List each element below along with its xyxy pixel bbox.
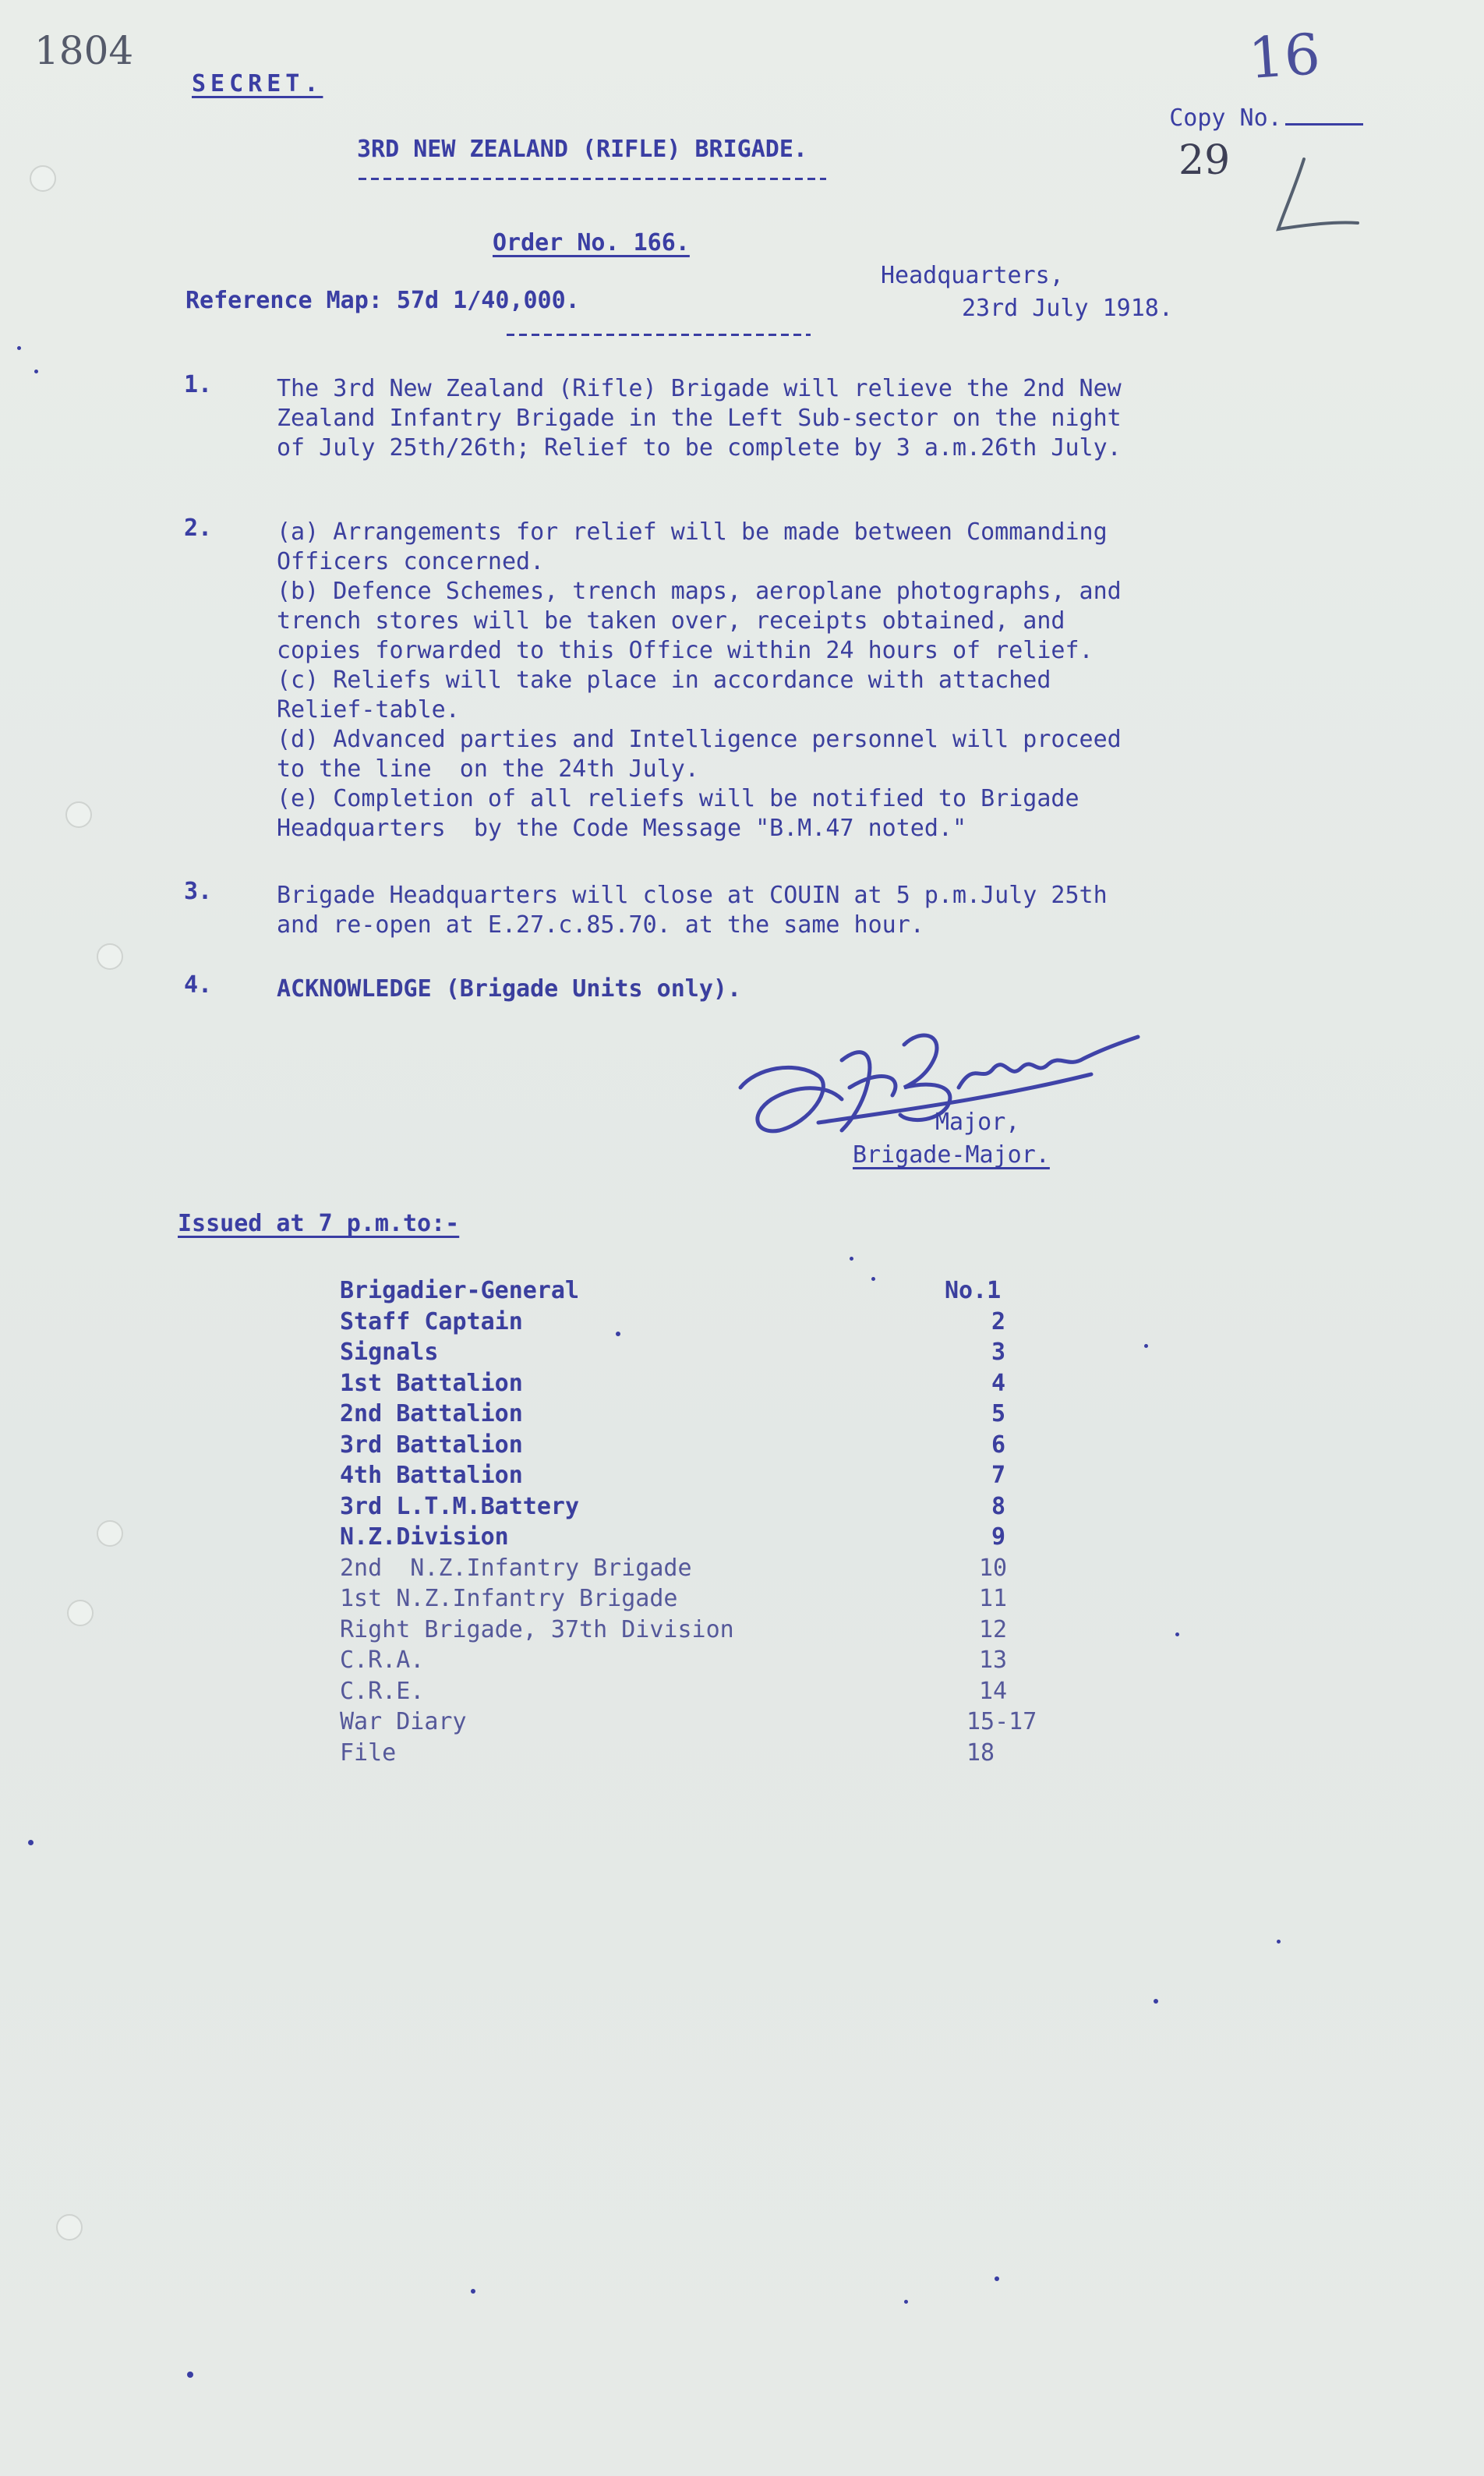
- distribution-copy: 4: [991, 1369, 1006, 1397]
- paragraph-1: [277, 374, 1212, 463]
- list-item: [340, 1307, 1135, 1338]
- distribution-recipient: 1st N.Z.Infantry Brigade: [340, 1585, 678, 1612]
- paragraph-line: (c) Reliefs will take place in accordance with attached: [277, 667, 1051, 694]
- list-item: [340, 1368, 1135, 1399]
- order-date: 23rd July 1918.: [962, 295, 1173, 322]
- punch-hole: [65, 801, 92, 828]
- paragraph-number: 2.: [184, 515, 213, 542]
- list-item: [340, 1460, 1135, 1491]
- brigade-heading: 3RD NEW ZEALAND (RIFLE) BRIGADE.: [357, 136, 807, 163]
- distribution-recipient: 2nd Battalion: [340, 1400, 523, 1427]
- distribution-recipient: 3rd Battalion: [340, 1431, 523, 1459]
- punch-hole: [67, 1600, 94, 1626]
- brigade-heading-rule: [359, 178, 826, 180]
- classification-label: SECRET.: [192, 70, 323, 97]
- distribution-copy: 18: [966, 1739, 995, 1767]
- distribution-copy: 5: [991, 1400, 1006, 1427]
- ink-speck: [471, 2289, 475, 2294]
- distribution-recipient: File: [340, 1739, 397, 1767]
- paragraph-line: (e) Completion of all reliefs will be notified to Brigade: [277, 785, 1079, 812]
- paragraph-line: and re-open at E.27.c.85.70. at the same hour.: [277, 911, 924, 939]
- ink-speck: [28, 1840, 34, 1845]
- distribution-copy: 12: [979, 1615, 1008, 1643]
- distribution-copy: 8: [991, 1492, 1006, 1520]
- ink-speck: [904, 2300, 908, 2304]
- paragraph-number: 3.: [184, 878, 213, 905]
- list-item: [340, 1553, 1135, 1584]
- punch-hole: [97, 943, 123, 970]
- distribution-recipient: Right Brigade, 37th Division: [340, 1615, 734, 1643]
- paragraph-line: (b) Defence Schemes, trench maps, aeroplane photographs, and: [277, 578, 1122, 605]
- paragraph-2: [277, 518, 1212, 844]
- distribution-recipient: C.R.A.: [340, 1647, 425, 1674]
- distribution-recipient: 3rd L.T.M.Battery: [340, 1492, 580, 1520]
- list-item: [340, 1583, 1135, 1615]
- paragraph-line: copies forwarded to this Office within 24 hours of relief.: [277, 637, 1094, 664]
- distribution-recipient: War Diary: [340, 1708, 467, 1735]
- punch-hole: [97, 1520, 123, 1547]
- paragraph-line: ACKNOWLEDGE (Brigade Units only).: [277, 975, 742, 1003]
- paragraph-number: 4.: [184, 971, 213, 999]
- signatory-rank: Major,: [935, 1109, 1020, 1136]
- distribution-recipient: 1st Battalion: [340, 1369, 523, 1397]
- list-item: [340, 1275, 1135, 1307]
- ink-speck: [616, 1332, 620, 1336]
- punch-hole: [56, 2214, 83, 2241]
- list-item: [340, 1491, 1135, 1523]
- paragraph-line: The 3rd New Zealand (Rifle) Brigade will relieve the 2nd New: [277, 375, 1122, 402]
- ink-speck: [1277, 1940, 1281, 1944]
- list-item: [340, 1430, 1135, 1461]
- ink-speck: [187, 2372, 193, 2378]
- distribution-list: [340, 1275, 1135, 1768]
- paragraph-line: Zealand Infantry Brigade in the Left Sub-sector on the night: [277, 405, 1122, 432]
- reference-map: Reference Map: 57d 1/40,000.: [186, 287, 580, 314]
- paragraph-3: [277, 881, 1212, 940]
- distribution-heading: Issued at 7 p.m.to:-: [178, 1210, 460, 1237]
- distribution-copy: 2: [991, 1307, 1006, 1335]
- ink-speck: [1154, 1999, 1158, 2004]
- list-item: [340, 1337, 1135, 1368]
- distribution-copy: No.1: [945, 1277, 1002, 1304]
- list-item: [340, 1707, 1135, 1738]
- paragraph-number: 1.: [184, 371, 213, 398]
- paragraph-4: [277, 974, 1212, 1004]
- paragraph-line: of July 25th/26th; Relief to be complete by 3 a.m.26th July.: [277, 434, 1122, 462]
- paragraph-line: Brigade Headquarters will close at COUIN at 5 p.m.July 25th: [277, 882, 1108, 909]
- list-item: [340, 1399, 1135, 1430]
- distribution-copy: 9: [991, 1523, 1006, 1551]
- paragraph-line: Relief-table.: [277, 696, 460, 723]
- paragraph-line: Headquarters by the Code Message "B.M.47 noted.": [277, 815, 967, 842]
- copy-label: Copy No.: [1169, 104, 1282, 132]
- list-item: [340, 1676, 1135, 1707]
- distribution-copy: 10: [979, 1554, 1008, 1582]
- copy-number-handwritten: 16: [1246, 20, 1323, 92]
- order-title: Order No. 166.: [493, 229, 690, 256]
- list-item: [340, 1738, 1135, 1769]
- page-stamp-number: 1804: [34, 28, 134, 73]
- distribution-recipient: Brigadier-General: [340, 1277, 580, 1304]
- punch-hole: [30, 165, 56, 192]
- distribution-copy: 14: [979, 1677, 1008, 1705]
- ink-speck: [871, 1277, 875, 1281]
- list-item: [340, 1522, 1135, 1553]
- distribution-recipient: N.Z.Division: [340, 1523, 509, 1551]
- pencil-mark-icon: [1261, 153, 1362, 239]
- ink-speck: [17, 346, 21, 350]
- paragraph-line: (d) Advanced parties and Intelligence personnel will proceed: [277, 726, 1122, 753]
- distribution-copy: 7: [991, 1462, 1006, 1489]
- distribution-recipient: C.R.E.: [340, 1677, 425, 1705]
- list-item: [340, 1645, 1135, 1676]
- list-item: [340, 1615, 1135, 1646]
- paragraph-line: (a) Arrangements for relief will be made between Commanding: [277, 518, 1108, 546]
- ink-speck: [850, 1257, 853, 1261]
- copy-number-label: [1113, 72, 1363, 165]
- distribution-copy: 13: [979, 1647, 1008, 1674]
- distribution-copy: 15-17: [966, 1708, 1037, 1735]
- ink-speck: [995, 2276, 999, 2281]
- paragraph-line: Officers concerned.: [277, 548, 545, 575]
- reference-rule: [507, 334, 811, 336]
- distribution-recipient: 2nd N.Z.Infantry Brigade: [340, 1554, 692, 1582]
- distribution-recipient: 4th Battalion: [340, 1462, 523, 1489]
- distribution-recipient: Staff Captain: [340, 1307, 523, 1335]
- distribution-copy: 11: [979, 1585, 1008, 1612]
- distribution-copy: 6: [991, 1431, 1006, 1459]
- ink-speck: [1144, 1344, 1148, 1348]
- ink-speck: [34, 370, 38, 373]
- paragraph-line: trench stores will be taken over, receipts obtained, and: [277, 607, 1065, 635]
- headquarters-location: Headquarters,: [881, 262, 1064, 289]
- folio-number: 29: [1178, 137, 1231, 184]
- signatory-title: Brigade-Major.: [853, 1141, 1050, 1169]
- ink-speck: [1175, 1632, 1179, 1636]
- distribution-recipient: Signals: [340, 1339, 439, 1366]
- paragraph-line: to the line on the 24th July.: [277, 755, 699, 783]
- distribution-copy: 3: [991, 1339, 1006, 1366]
